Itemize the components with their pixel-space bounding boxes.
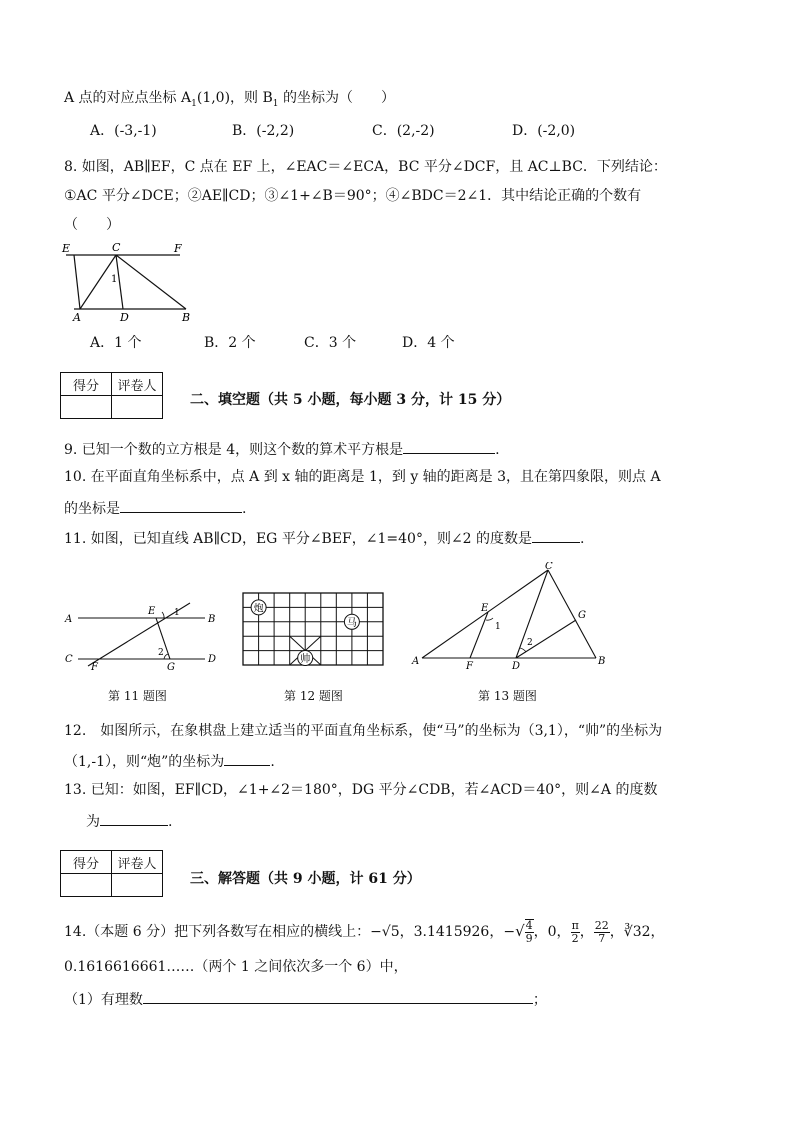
fig11-label-g: G <box>167 662 175 673</box>
grader-header: 评卷人 <box>112 851 163 874</box>
q14-fraction-pi-2: $\frac{\pi}{2}$ <box>571 918 579 945</box>
fig13-label-g: G <box>578 610 586 621</box>
section2-title: 二、填空题（共 5 小题，每小题 3 分，计 15 分） <box>190 392 511 408</box>
piece-ma: 马 <box>346 617 357 629</box>
q14-rational-blank[interactable] <box>143 988 533 1004</box>
fig13-label-b: B <box>598 656 606 667</box>
q8-figure <box>58 238 198 324</box>
fig13-label-c: C <box>545 562 553 572</box>
fig11-label-2: 2 <box>158 648 164 658</box>
q7-option-d: D．(-2,0) <box>512 123 576 139</box>
fig13-label-a: A <box>412 656 420 667</box>
fig11-label-e: E <box>148 606 156 617</box>
q8-line2: ①AC 平分∠DCE；②AE∥CD；③∠1+∠B＝90°；④∠BDC＝2∠1．其中结论正确的个数有 <box>64 188 642 204</box>
q8-label-d: D <box>120 311 129 324</box>
q7-option-a: A．(-3,-1) <box>90 123 157 139</box>
q8-line3: （ ） <box>64 217 120 233</box>
score-header: 得分 <box>61 851 112 874</box>
section3-title: 三、解答题（共 9 小题，计 61 分） <box>190 871 421 887</box>
grader-cell[interactable] <box>112 396 163 419</box>
q7-option-b: B．(-2,2) <box>232 123 295 139</box>
q8-option-d: D．4 个 <box>402 335 455 351</box>
fig13-label-e: E <box>481 603 489 614</box>
q11-answer-blank[interactable] <box>532 527 580 543</box>
q14-line2: 0.1616616661……（两个 1 之间依次多一个 6）中， <box>64 959 408 975</box>
fig11-label-d: D <box>208 654 217 665</box>
q8-label-b: B <box>182 311 191 324</box>
q8-option-b: B．2 个 <box>204 335 256 351</box>
q12-answer-blank[interactable] <box>224 750 270 766</box>
caption-fig13: 第 13 题图 <box>478 689 537 703</box>
q8-label-1: 1 <box>111 274 118 285</box>
fig11-label-b: B <box>208 614 216 625</box>
score-cell[interactable] <box>61 396 112 419</box>
grader-cell[interactable] <box>112 874 163 897</box>
section2-score-box <box>60 372 163 419</box>
caption-fig11: 第 11 题图 <box>108 689 167 703</box>
q12-line1: 12. 如图所示，在象棋盘上建立适当的平面直角坐标系，使“马”的坐标为（3,1），“帅”的坐标为 <box>64 723 663 739</box>
q8-label-e: E <box>62 242 71 255</box>
fig11-label-1: 1 <box>174 608 180 618</box>
fig11-label-f: F <box>91 662 98 673</box>
q10-line1: 10. 在平面直角坐标系中，点 A 到 x 轴的距离是 1，到 y 轴的距离是 3，且在第四象限，则点 A <box>64 469 661 485</box>
section3-score-box <box>60 850 163 897</box>
q14-sqrt-fraction: $\frac{4}{9}$ <box>525 919 533 945</box>
q13-answer-blank[interactable] <box>100 810 168 826</box>
score-header: 得分 <box>61 373 112 396</box>
q13-line2: 为 . <box>86 810 172 832</box>
q12-line2: （1,-1），则“炮”的坐标为 . <box>64 750 275 772</box>
fig11-label-a: A <box>65 614 73 625</box>
q10-answer-blank[interactable] <box>120 497 242 513</box>
fig11-label-c: C <box>65 654 73 665</box>
q13-line1: 13. 已知：如图，EF∥CD，∠1+∠2＝180°，DG 平分∠CDB，若∠ACD＝40°，则∠A 的度数 <box>64 782 658 798</box>
q8-line1: 8. 如图，AB∥EF，C 点在 EF 上，∠EAC＝∠ECA，BC 平分∠DCF，且 AC⊥BC．下列结论： <box>64 159 667 175</box>
q10-line2: 的坐标是 . <box>64 497 246 519</box>
q14-item1: （1）有理数 ； <box>64 988 547 1010</box>
fig12-chessboard <box>240 590 390 670</box>
fig13-label-1: 1 <box>495 622 501 632</box>
q9: 9. 已知一个数的立方根是 4，则这个数的算术平方根是 . <box>64 438 500 460</box>
fig13-label-2: 2 <box>527 638 533 648</box>
piece-pao: 炮 <box>253 603 264 615</box>
piece-shuai: 帅 <box>300 654 311 665</box>
grader-header: 评卷人 <box>112 373 163 396</box>
q11: 11. 如图，已知直线 AB∥CD，EG 平分∠BEF，∠1=40°，则∠2 的度数是 . <box>64 527 585 549</box>
q8-label-c: C <box>112 241 121 254</box>
caption-fig12: 第 12 题图 <box>284 689 343 703</box>
q7-tail: A 点的对应点坐标 $A_1(1,0)$，则 $B_1$ 的坐标为（ ） <box>64 90 395 109</box>
q7-option-c: C．(2,-2) <box>372 123 435 139</box>
q9-answer-blank[interactable] <box>403 438 495 454</box>
q8-option-a: A．1 个 <box>90 335 142 351</box>
q8-option-c: C．3 个 <box>304 335 357 351</box>
q14-fraction-22-7: $\frac{22}{7}$ <box>594 918 609 945</box>
q8-label-f: F <box>174 242 182 255</box>
fig13-label-d: D <box>512 661 521 672</box>
fig13-label-f: F <box>466 661 473 672</box>
q8-label-a: A <box>73 311 81 324</box>
fig13 <box>408 562 618 672</box>
q14-line1: 14.（本题 6 分）把下列各数写在相应的横线上：−√5，3.1415926，−√ $\frac{4}{9}$ ，0， $\frac{\pi}{2}$ ， $\frac{22}{7}$ ，∛32， <box>64 918 665 945</box>
score-cell[interactable] <box>61 874 112 897</box>
fig11 <box>60 598 225 673</box>
